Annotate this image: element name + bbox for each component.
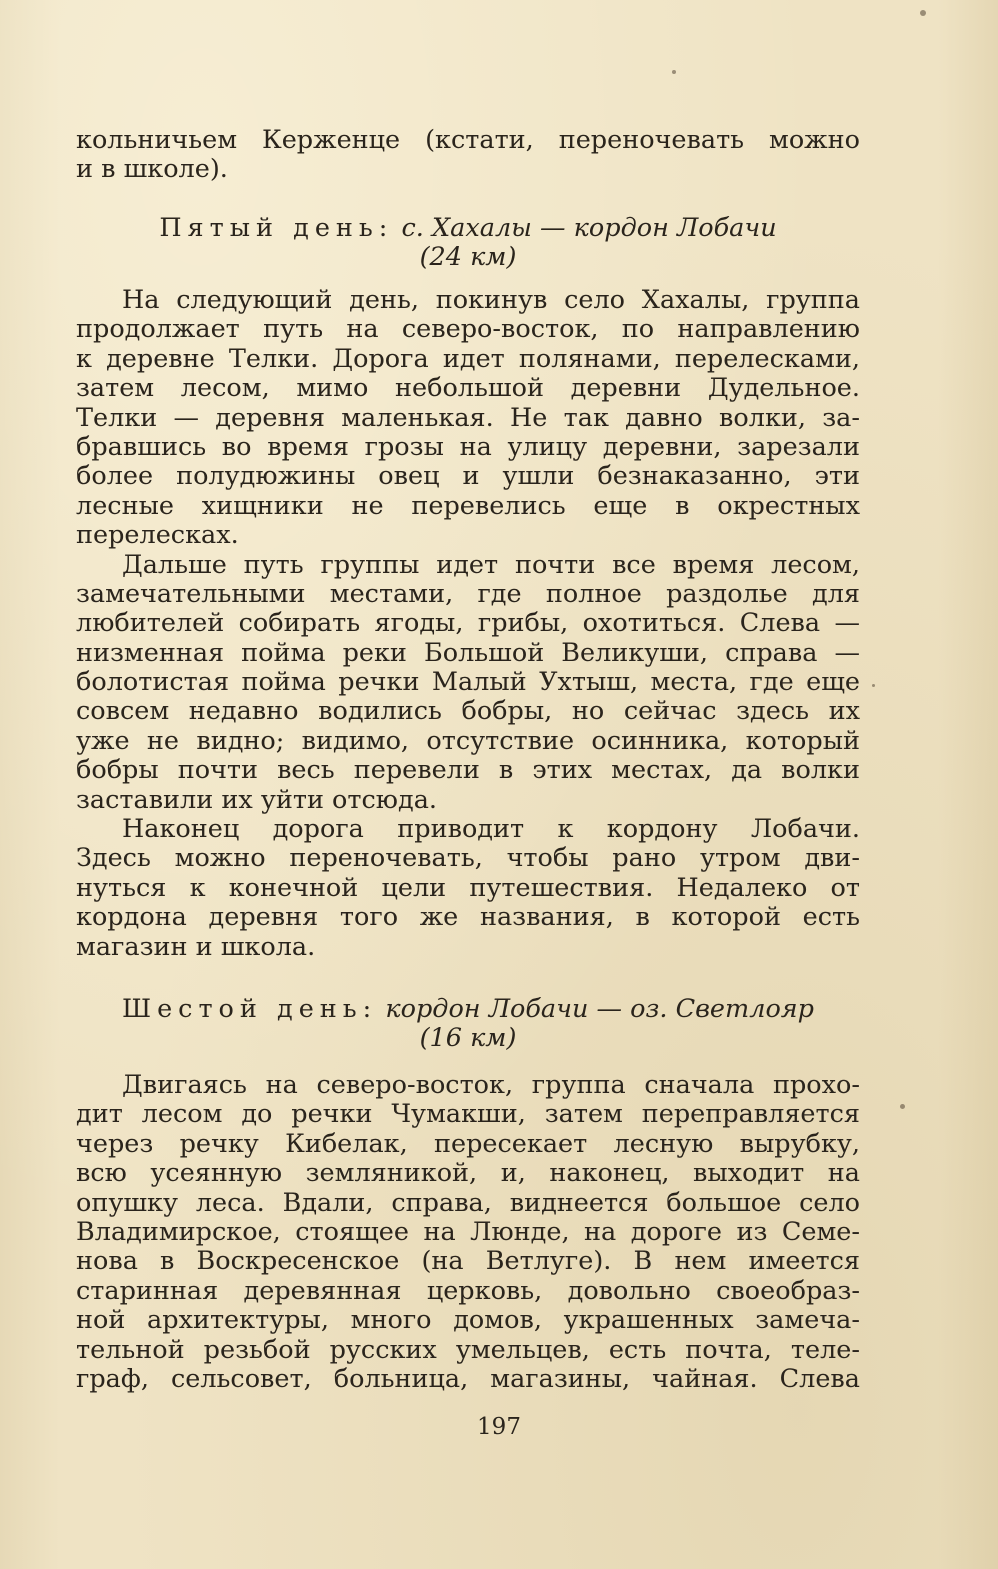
text-line: нова в Воскресенское (на Ветлуге). В нем имеется [76, 1246, 860, 1277]
section-heading-day6 [76, 995, 860, 1054]
heading-label: Шестой день: [121, 994, 378, 1024]
heading-label: Пятый день: [159, 213, 394, 243]
text-line: более полудюжины овец и ушли безнаказанно, эти [76, 461, 860, 492]
page-number: 197 [477, 1414, 521, 1440]
text-line: ной архитектуры, много домов, украшенных замеча- [76, 1305, 860, 1336]
text-line: Наконец дорога приводит к кордону Лобачи. [122, 814, 860, 845]
text-line: Здесь можно переночевать, чтобы рано утром дви- [76, 843, 860, 874]
heading-route: с. Хахалы — кордон Лобачи [401, 213, 777, 243]
text-line: дит лесом до речки Чумакши, затем переправляется [76, 1099, 860, 1130]
text-line: бобры почти весь перевели в этих местах, да волки [76, 755, 860, 786]
day5-body [76, 286, 860, 962]
text-line: кольничьем Керженце (кстати, переночевать можно [76, 125, 860, 155]
text-line: уже не видно; видимо, отсутствие осинника, который [76, 725, 860, 756]
paragraph [76, 551, 860, 816]
text-line: всю усеянную земляникой, и, наконец, выходит на [76, 1158, 860, 1189]
paper-speck [872, 684, 875, 687]
paragraph [76, 286, 860, 551]
heading-route: кордон Лобачи — оз. Светлояр [385, 994, 814, 1024]
text-line: лесные хищники не перевелись еще в окрестных [76, 490, 860, 521]
text-line: бравшись во время грозы на улицу деревни, зарезали [76, 431, 860, 462]
text-line: низменная пойма реки Большой Великуши, справа — [76, 637, 860, 668]
paragraph [76, 1071, 860, 1394]
paper-speck [900, 1104, 905, 1109]
text-line: совсем недавно водились бобры, но сейчас здесь их [76, 696, 860, 727]
text-line: опушку леса. Вдали, справа, виднеется большое село [76, 1187, 860, 1218]
text-line: граф, сельсовет, больница, магазины, чайная. Слева [76, 1363, 860, 1394]
text-line: Владимирское, стоящее на Люнде, на дороге из Семе- [76, 1216, 860, 1247]
text-line: к деревне Телки. Дорога идет полянами, перелесками, [76, 343, 860, 374]
heading-distance: (24 км) [419, 242, 517, 273]
text-line: старинная деревянная церковь, довольно своеобраз- [76, 1275, 860, 1306]
text-line: На следующий день, покинув село Хахалы, группа [122, 285, 860, 315]
text-line: Дальше путь группы идет почти все время лесом, [122, 549, 860, 580]
text-line: болотистая пойма речки Малый Ухтыш, места, где еще [76, 667, 860, 698]
paper-speck [672, 70, 676, 74]
text-line: любителей собирать ягоды, грибы, охотиться. Слева — [76, 608, 860, 639]
text-line: замечательными местами, где полное раздолье для [76, 578, 860, 609]
text-line: нуться к конечной цели путешествия. Недалеко от [76, 872, 860, 903]
text-line: заставили их уйти отсюда. [76, 784, 437, 815]
text-line: и в школе). [76, 154, 228, 185]
text-line: тельной резьбой русских умельцев, есть почта, теле- [76, 1334, 860, 1365]
day6-body [76, 1071, 860, 1394]
text-line: Двигаясь на северо-восток, группа сначала прохо- [122, 1070, 860, 1100]
paragraph [76, 815, 860, 962]
text-line: через речку Кибелак, пересекает лесную вырубку, [76, 1128, 860, 1159]
text-line: магазин и школа. [76, 931, 316, 962]
text-line: затем лесом, мимо небольшой деревни Дудельное. [76, 373, 860, 404]
text-line: кордона деревня того же названия, в которой есть [76, 902, 860, 933]
text-line: перелесках. [76, 520, 239, 551]
text-line: Телки — деревня маленькая. Не так давно волки, за- [76, 402, 860, 433]
heading-distance: (16 км) [419, 1023, 517, 1054]
text-line: продолжает путь на северо-восток, по направлению [76, 314, 860, 345]
intro-text [76, 126, 860, 185]
section-heading-day5 [76, 214, 860, 273]
paper-speck [920, 10, 926, 16]
